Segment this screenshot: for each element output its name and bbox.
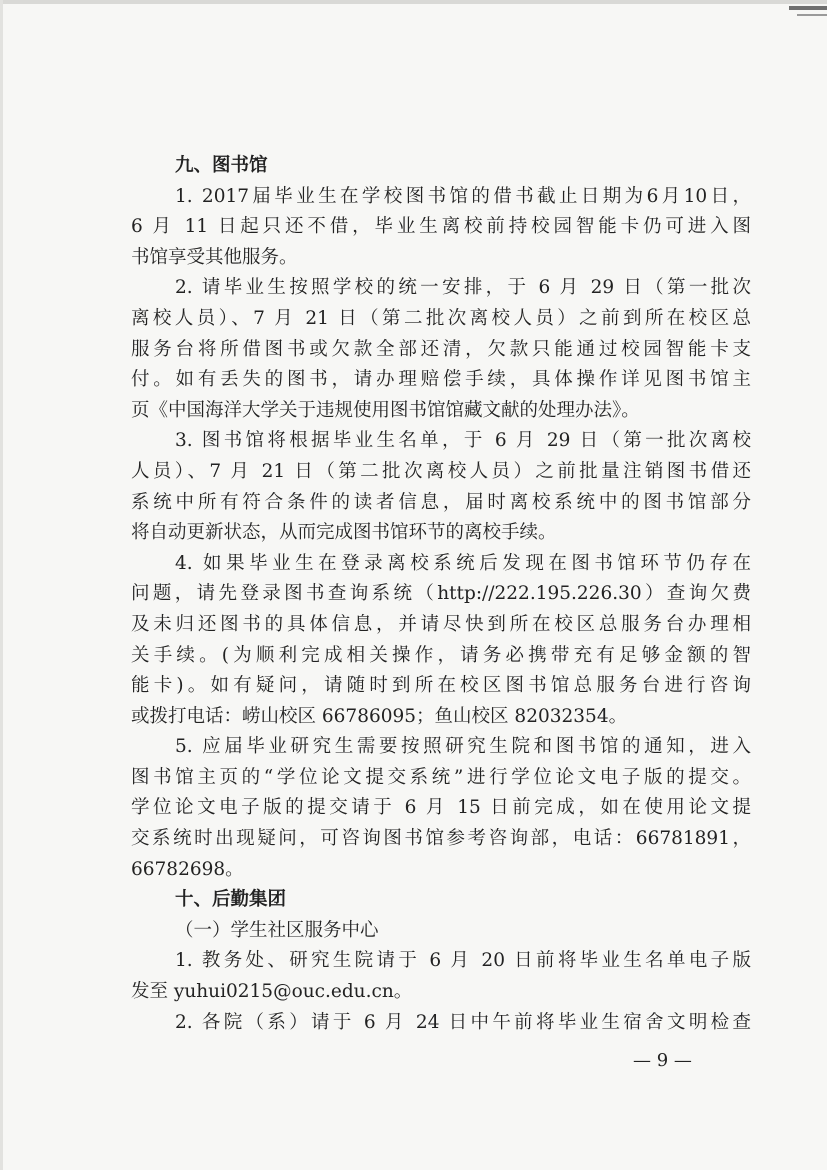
section-heading-logistics: 十、后勤集团 <box>175 889 287 911</box>
library-paragraph-5 <box>131 732 751 885</box>
paragraph-line: 66782698。 <box>131 858 244 880</box>
scan-corner-mark <box>789 6 827 10</box>
paragraph-line: 服务台将所借图书或欠款全部还清，欠款只能通过校园智能卡支 <box>131 338 751 360</box>
paragraph-line: 系统中所有符合条件的读者信息，届时离校系统中的图书馆部分 <box>131 491 751 513</box>
logistics-paragraph-2 <box>131 1008 751 1039</box>
paragraph-line: 将自动更新状态，从而完成图书馆环节的离校手续。 <box>131 522 557 544</box>
paragraph-line: 2. 请毕业生按照学校的统一安排，于 6 月 29 日（第一批次 <box>175 277 751 299</box>
paragraph-line: 4. 如果毕业生在登录离校系统后发现在图书馆环节仍存在 <box>175 552 751 574</box>
paragraph-line: 付。如有丢失的图书，请办理赔偿手续，具体操作详见图书馆主 <box>131 369 751 391</box>
scan-corner-mark-secondary <box>797 14 827 16</box>
paragraph-line: 能卡)。如有疑问，请随时到所在校区图书馆总服务台进行咨询 <box>131 675 751 697</box>
paragraph-line: 图书馆主页的“学位论文提交系统”进行学位论文电子版的提交。 <box>131 766 751 788</box>
paragraph-line: 5. 应届毕业研究生需要按照研究生院和图书馆的通知，进入 <box>175 736 751 758</box>
logistics-paragraph-1 <box>131 946 751 1007</box>
paragraph-line: 交系统时出现疑问，可咨询图书馆参考咨询部，电话：66781891， <box>131 828 751 850</box>
library-paragraph-2 <box>131 273 751 426</box>
page-number: — 9 — <box>633 1050 692 1071</box>
paragraph-line: 3. 图书馆将根据毕业生名单，于 6 月 29 日（第一批次离校 <box>175 430 751 452</box>
section-heading-library: 九、图书馆 <box>175 155 268 176</box>
paragraph-line: 1. 教务处、研究生院请于 6 月 20 日前将毕业生名单电子版 <box>175 950 751 972</box>
subsection-heading-community-service: （一）学生社区服务中心 <box>175 919 379 941</box>
document-body <box>131 151 751 1038</box>
library-paragraph-3 <box>131 426 751 548</box>
paragraph-line: 发至 yuhui0215@ouc.edu.cn。 <box>131 981 413 1003</box>
paragraph-line: 离校人员）、7 月 21 日（第二批次离校人员）之前到所在校区总 <box>131 307 751 329</box>
paragraph-line: 及未归还图书的具体信息，并请尽快到所在校区总服务台办理相 <box>131 613 751 635</box>
page-top-edge <box>0 0 827 4</box>
paragraph-line: 人员）、7 月 21 日（第二批次离校人员）之前批量注销图书借还 <box>131 460 751 482</box>
paragraph-line: 页《中国海洋大学关于违规使用图书馆馆藏文献的处理办法》。 <box>131 399 640 421</box>
paragraph-line: 6 月 11 日起只还不借，毕业生离校前持校园智能卡仍可进入图 <box>131 216 751 238</box>
paragraph-line: 1. 2017届毕业生在学校图书馆的借书截止日期为6月10日， <box>175 185 751 207</box>
library-paragraph-1 <box>131 182 751 274</box>
paragraph-line: 2. 各院（系）请于 6 月 24 日中午前将毕业生宿舍文明检查 <box>175 1011 751 1033</box>
paragraph-line: 学位论文电子版的提交请于 6 月 15 日前完成，如在使用论文提 <box>131 797 751 819</box>
paragraph-line: 或拨打电话：崂山校区 66786095；鱼山校区 82032354。 <box>131 705 628 727</box>
page-left-edge <box>0 0 3 1170</box>
paragraph-line: 关手续。(为顺利完成相关操作，请务必携带充有足够金额的智 <box>131 644 751 666</box>
paragraph-line: 问题，请先登录图书查询系统（http://222.195.226.30）查询欠费 <box>131 583 751 605</box>
library-paragraph-4 <box>131 549 751 733</box>
paragraph-line: 书馆享受其他服务。 <box>131 246 298 268</box>
